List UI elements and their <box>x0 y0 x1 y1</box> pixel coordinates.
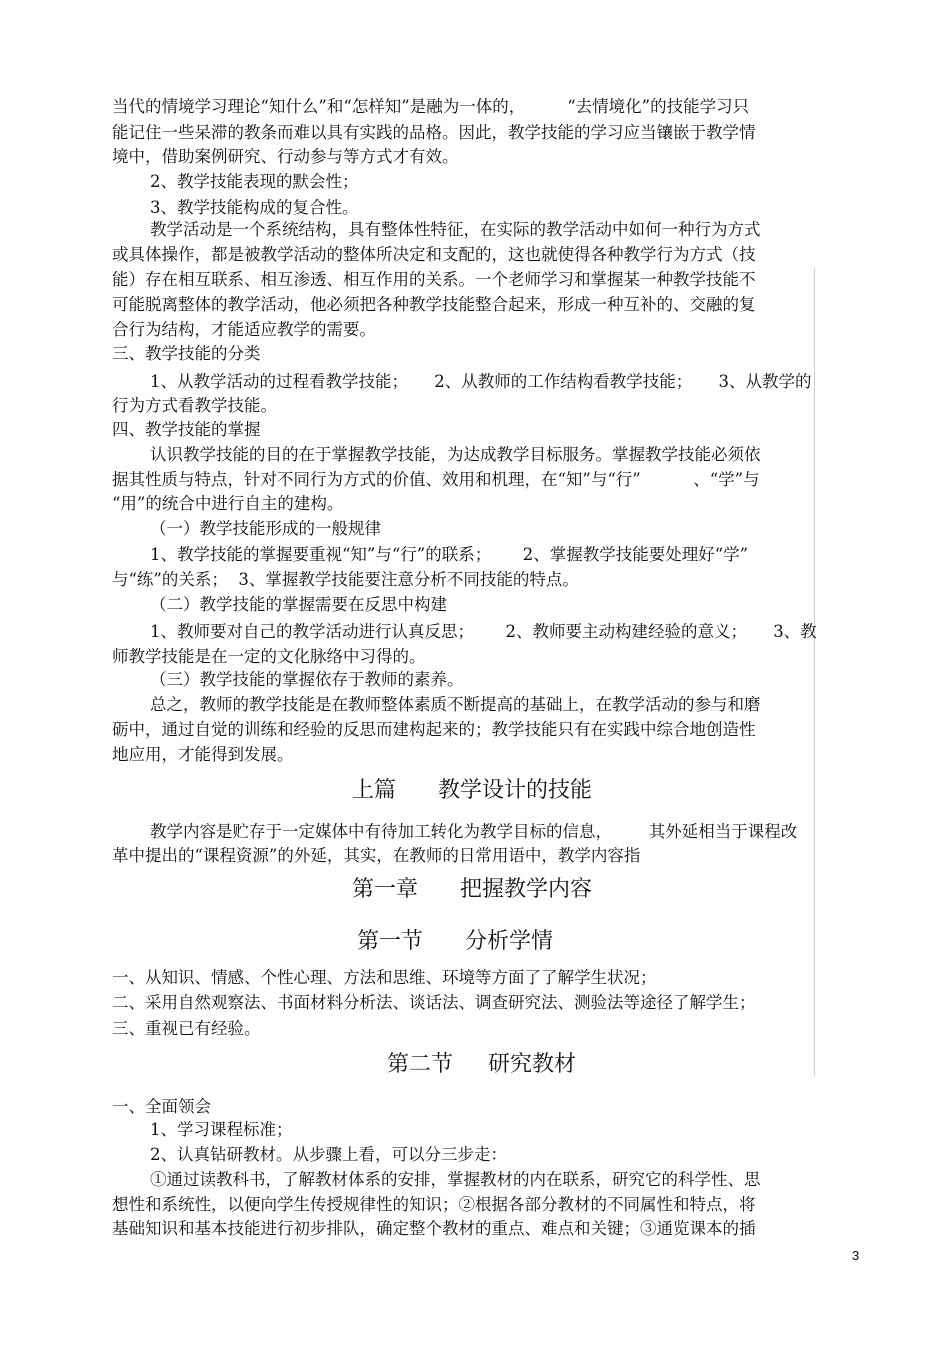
text-line: 行为方式看教学技能。 <box>112 396 277 415</box>
page-number: 3 <box>852 1248 860 1263</box>
text-line: 师教学技能是在一定的文化脉络中习得的。 <box>112 647 426 666</box>
margin-rule <box>814 268 815 1076</box>
text-line: 地应用，才能得到发展。 <box>112 745 294 764</box>
section-heading: 第一节 分析学情 <box>357 929 553 954</box>
text-line: 当代的情境学习理论“知什么”和“怎样知”是融为一体的， “去情境化”的技能学习只 <box>112 97 750 116</box>
text-line: 3、教学技能构成的复合性。 <box>150 198 359 217</box>
text-line: （一）教学技能形成的一般规律 <box>150 519 381 538</box>
text-line: 合行为结构，才能适应教学的需要。 <box>112 320 376 339</box>
section-heading: 第二节 研究教材 <box>387 1052 576 1077</box>
text-line: （二）教学技能的掌握需要在反思中构建 <box>150 595 447 614</box>
text-line: 与“练”的关系； 3、掌握教学技能要注意分析不同技能的特点。 <box>112 570 579 589</box>
text-line: 1、从教学活动的过程看教学技能； 2、从教师的工作结构看教学技能； 3、从教学的 <box>150 372 812 391</box>
text-line: 四、教学技能的掌握 <box>112 420 261 439</box>
text-line: 教学内容是贮存于一定媒体中有待加工转化为教学目标的信息， 其外延相当于课程改 <box>150 822 798 841</box>
text-line: 能记住一些呆滞的教条而难以具有实践的品格。因此，教学技能的学习应当镶嵌于教学情 <box>112 123 756 142</box>
text-line: 能）存在相互联系、相互渗透、相互作用的关系。一个老师学习和掌握某一种教学技能不 <box>112 270 756 289</box>
section-heading: 上篇 教学设计的技能 <box>352 778 592 803</box>
text-line: 一、全面领会 <box>112 1097 211 1116</box>
text-line: 据其性质与特点，针对不同行为方式的价值、效用和机理，在“知”与“行” 、“学”与 <box>112 470 760 489</box>
text-line: 教学活动是一个系统结构，具有整体性特征，在实际的教学活动中如何一种行为方式 <box>150 220 761 239</box>
text-line: 2、教学技能表现的默会性； <box>150 172 359 191</box>
text-line: 二、采用自然观察法、书面材料分析法、谈话法、调查研究法、测验法等途径了解学生； <box>112 993 756 1012</box>
text-line: 想性和系统性，以便向学生传授规律性的知识；②根据各部分教材的不同属性和特点，将 <box>112 1195 756 1214</box>
text-line: 基础知识和基本技能进行初步排队，确定整个教材的重点、难点和关键；③通览课本的插 <box>112 1219 756 1238</box>
text-line: 可能脱离整体的教学活动，他必须把各种教学技能整合起来，形成一种互补的、交融的复 <box>112 295 756 314</box>
text-line: 或具体操作，都是被教学活动的整体所决定和支配的，这也就使得各种教学行为方式（技 <box>112 245 756 264</box>
text-line: “用”的统合中进行自主的建构。 <box>112 494 344 513</box>
text-line: 总之，教师的教学技能是在教师整体素质不断提高的基础上，在教学活动的参与和磨 <box>150 695 761 714</box>
text-line: 三、重视已有经验。 <box>112 1019 261 1038</box>
text-line: 1、学习课程标准； <box>150 1120 293 1139</box>
text-line: 1、教师要对自己的教学活动进行认真反思； 2、教师要主动构建经验的意义； 3、教 <box>150 622 817 641</box>
text-line: 革中提出的“课程资源”的外延，其实，在教师的日常用语中，教学内容指 <box>112 846 641 865</box>
text-line: 三、教学技能的分类 <box>112 344 261 363</box>
text-line: 1、教学技能的掌握要重视“知”与“行”的联系； 2、掌握教学技能要处理好“学” <box>150 545 749 564</box>
text-line: （三）教学技能的掌握依存于教师的素养。 <box>150 670 464 689</box>
text-line: 砺中，通过自觉的训练和经验的反思而建构起来的；教学技能只有在实践中综合地创造性 <box>112 720 756 739</box>
section-heading: 第一章 把握教学内容 <box>352 877 592 902</box>
text-line: 一、从知识、情感、个性心理、方法和思维、环境等方面了了解学生状况； <box>112 968 657 987</box>
text-line: 2、认真钻研教材。从步骤上看，可以分三步走： <box>150 1145 507 1164</box>
text-line: 认识教学技能的目的在于掌握教学技能，为达成教学目标服务。掌握教学技能必须依 <box>150 445 761 464</box>
text-line: ①通过读教科书，了解教材体系的安排，掌握教材的内在联系，研究它的科学性、思 <box>150 1170 761 1189</box>
text-line: 境中，借助案例研究、行动参与等方式才有效。 <box>112 147 459 166</box>
